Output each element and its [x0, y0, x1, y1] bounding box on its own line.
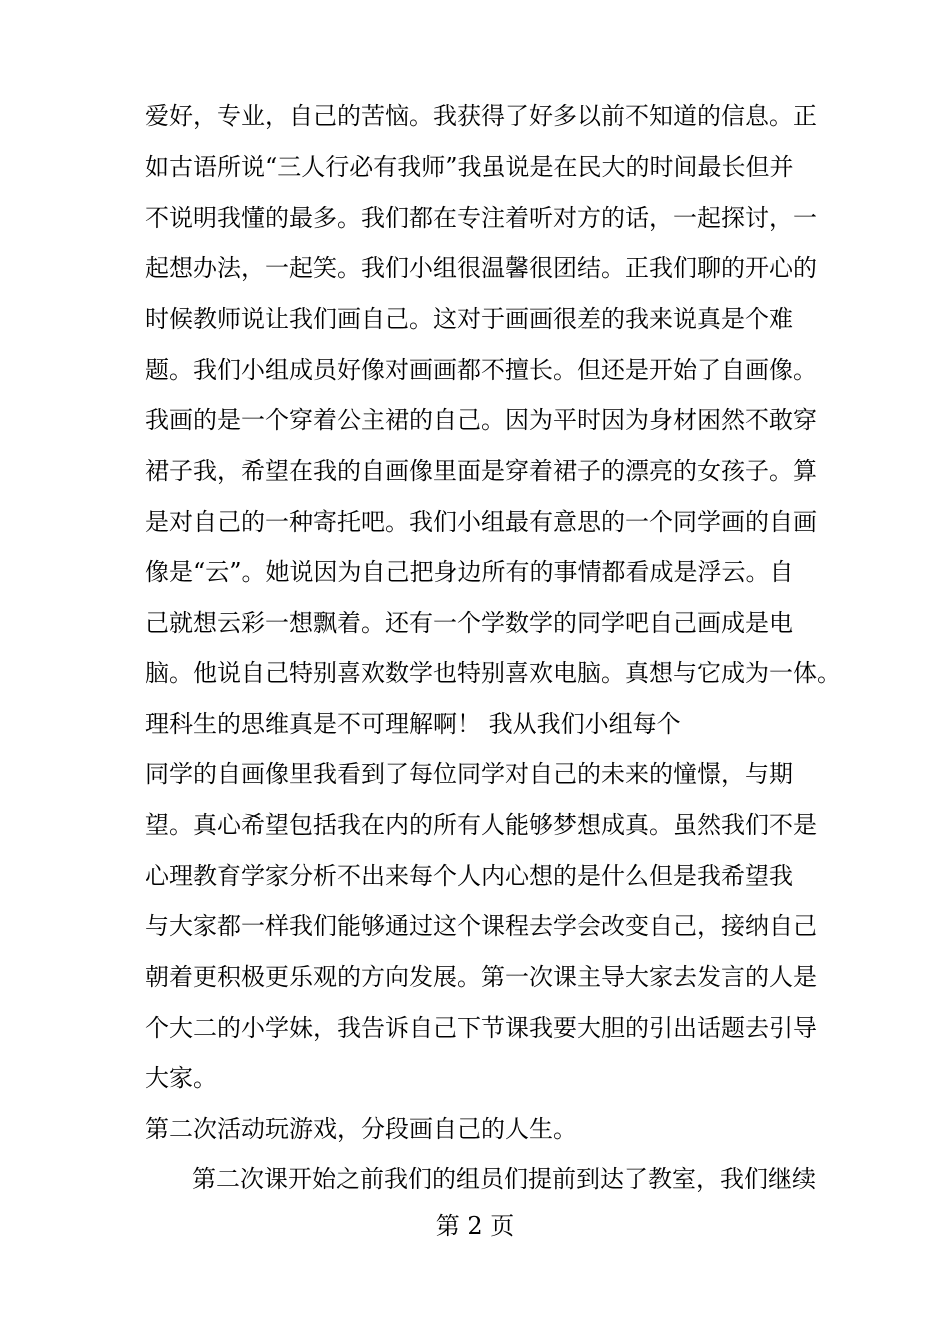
body-text-line: 是对自己的一种寄托吧。我们小组最有意思的一个同学画的自画	[145, 508, 817, 536]
body-text-line: 裙子我，希望在我的自画像里面是穿着裙子的漂亮的女孩子。算	[145, 457, 817, 485]
body-text-line: 个大二的小学妹，我告诉自己下节课我要大胆的引出话题去引导	[145, 1014, 817, 1042]
body-text-line: 第二次课开始之前我们的组员们提前到达了教室，我们继续	[192, 1165, 816, 1193]
body-text-line: 起想办法，一起笑。我们小组很温馨很团结。正我们聊的开心的	[145, 254, 817, 282]
body-text-line: 如古语所说“三人行必有我师”我虽说是在民大的时间最长但并	[145, 153, 794, 181]
body-text-line: 像是“云”。她说因为自己把身边所有的事情都看成是浮云。自	[145, 558, 794, 586]
section-heading: 第二次活动玩游戏，分段画自己的人生。	[145, 1115, 577, 1143]
body-text-line: 爱好，专业，自己的苦恼。我获得了好多以前不知道的信息。正	[145, 102, 817, 130]
body-text-line: 朝着更积极更乐观的方向发展。第一次课主导大家去发言的人是	[145, 963, 817, 991]
body-text-line: 理科生的思维真是不可理解啊！ 我从我们小组每个	[145, 710, 681, 738]
body-text-line: 与大家都一样我们能够通过这个课程去学会改变自己，接纳自己	[145, 912, 817, 940]
body-text-line: 题。我们小组成员好像对画画都不擅长。但还是开始了自画像。	[145, 356, 817, 384]
body-text-line: 我画的是一个穿着公主裙的自己。因为平时因为身材困然不敢穿	[145, 406, 817, 434]
body-text-line: 大家。	[145, 1064, 217, 1092]
body-text-line: 不说明我懂的最多。我们都在专注着听对方的话，一起探讨，一	[145, 204, 817, 232]
body-text-line: 脑。他说自己特别喜欢数学也特别喜欢电脑。真想与它成为一体。	[145, 659, 841, 687]
body-text-line: 望。真心希望包括我在内的所有人能够梦想成真。虽然我们不是	[145, 811, 817, 839]
body-text-line: 同学的自画像里我看到了每位同学对自己的未来的憧憬，与期	[145, 760, 793, 788]
page-number-footer: 第 2 页	[435, 1212, 515, 1240]
body-text-line: 己就想云彩一想飘着。还有一个学数学的同学吧自己画成是电	[145, 609, 793, 637]
body-text-line: 心理教育学家分析不出来每个人内心想的是什么但是我希望我	[145, 862, 793, 890]
body-text-line: 时候教师说让我们画自己。这对于画画很差的我来说真是个难	[145, 305, 793, 333]
